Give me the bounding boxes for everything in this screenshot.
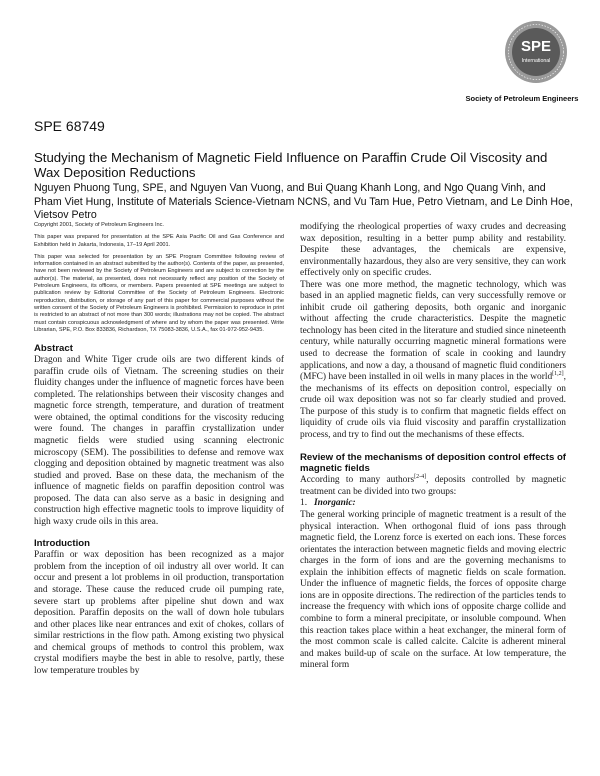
logo-caption: Society of Petroleum Engineers: [465, 94, 579, 103]
authors: Nguyen Phuong Tung, SPE, and Nguyen Van Vuong, and Bui Quang Khanh Long, and Ngo Quang Vinh, and Pham Viet Hung, Institute of Materials Science-Vietnam NCNS, and Vu Tam Hue, Petro Vietnam, and Le Dinh Hoe, Vietsov Petro: [34, 182, 573, 221]
review-notice: This paper was selected for presentation by an SPE Program Committee following review of information contained in an abstract submitted by the author(s). Contents of the paper, as presented, have not been reviewed by the Society of Petroleum Engineers and are subject to correction by the author(s). The material, as presented, does not necessarily reflect any position of the Society of Petroleum Engineers, its officers, or members. Papers presented at SPE meetings are subject to publication review by Editorial Committee of the Society of Petroleum Engineers. Electronic reproduction, distribution, or storage of any part of this paper for commercial purposes without the written consent of the Society of Petroleum Engineers is prohibited. Permission to reproduce in print is restricted to an abstract of not more than 300 words; illustrations may not be copied. The abstract must contain conspicuous acknowledgment of where and by whom the paper was presented. Write Librarian, SPE, P.O. Box 833836, Richardson, TX 75083-3836, U.S.A., fax 01-972-952-9435.: [34, 253, 284, 333]
continuation-paragraph: modifying the rheological properties of waxy crudes and decreasing wax deposition, resulting in a better pump ability and restability. Despite these advantages, the chemicals are expensive, environmentally hazardous, they also are very sensitive, they can work effectively only on specific crudes.: [300, 222, 566, 279]
right-column: [300, 222, 566, 672]
paper-number: SPE 68749: [34, 118, 105, 134]
copyright-notice: Copyright 2001, Society of Petroleum Engineers Inc.: [34, 222, 164, 228]
list-item-inorganic: [300, 498, 566, 510]
presentation-notice: This paper was prepared for presentation at the SPE Asia Pacific Oil and Gas Conference and Exhibition held in Jakarta, Indonesia, 17–19 April 2001.: [34, 234, 284, 248]
abstract-text: Dragon and White Tiger crude oils are two different kinds of paraffin crude oils of Vietnam. The screening studies on their fluidity changes under the influence of magnetic forces have been completed. The relationships between their viscosity changes and magnetic force strength, temperature, and duration of treatment were obtained, the optimal conditions for the viscosity reducing were found. The changes in paraffin crystallization under magnetic fields were studied using scanning electronic microscopy (SEM). The possibilities to defense and remove wax clogging and deposition obtained by magnetic treatment was also studied and proved. Base on these data, the mechanism of the influence of magnetic fields on paraffin deposition control was proposed. The data can also serve as a basic in designing and construction high effective magnetic tools to improve liquidity of high waxy crude oils in this area.: [34, 355, 284, 527]
left-column: [34, 222, 284, 677]
logo-initials: SPE: [520, 38, 552, 55]
spe-logo: [504, 20, 568, 84]
abstract-heading: Abstract: [34, 343, 73, 355]
paragraph-text: According to many authors: [300, 475, 415, 486]
review-intro: [300, 475, 566, 498]
paragraph-text: There was one more method, the magnetic technology, which was based in an applied magnetic fields, can very successfully remove or inhibit crude oil gathering deposits, both organic and inorganic without affecting the crude characteristics. Despite the magnetic technology has been cited in the literature and studied since nineteenth century, while naturally occurring magnetic mineral formations were used to decrease the formation of scale in cooking and laundry applications, and now a day, a thousand of magnetic fluid conditioners (MFC) have been installed in oil wells in many places in the world: [300, 279, 566, 383]
inorganic-paragraph: The general working principle of magnetic treatment is a result of the physical interaction. When orthogonal fluid of ions pass through magnetic field, the Lorenz force is exerted on each ions. These forces orientates the interaction between magnetic fields and moving electric charges in the form of ions and are the governing mechanisms to explain the inhibition effects of magnetic fields on scale formation. Under the influence of magnetic fields, the forces of opposite charge ions are in opposite directions. The redirection of the particles tends to increase the frequency with which ions of opposite charge collide and combine to form a mineral precipitate, or insoluble compound. When this reaction takes place within a heat exchanger, the mineral form of the most common scale is called calcite. Calcite is adherent mineral and makes build-up of scale on the surface. At low temperature, the mineral form: [300, 510, 566, 671]
citation-ref: [2-4]: [414, 474, 427, 481]
logo-ring-text: International: [521, 58, 551, 64]
list-number: 1.: [300, 498, 308, 509]
paragraph-text: , the mechanisms of its effects on deposition control, especially on crude oil wax deposition was not so far clearly studied and proved. The purpose of this study is to confirm that magnetic fields effect on liquidity of crude oils via fluid viscosity and paraffin crystallization process, and try to find out the mechanisms of these effects.: [300, 372, 566, 440]
introduction-heading: Introduction: [34, 538, 90, 550]
spe-logo-icon: [504, 20, 568, 84]
review-heading: Review of the mechanisms of deposition control effects of magnetic fields: [300, 452, 567, 475]
list-label: Inorganic:: [314, 498, 356, 509]
introduction-text: Paraffin or wax deposition has been recognized as a major problem from the inception of oil industry all over world. It can occur and present a lot problems in oil production, transportation and storage. These cause the reduced crude oil pumping rate, severe start up problems after pipeline shut down and wax deposition. Paraffin deposits on the wall of down hole tubulars and other places like near entrances and exit of chokes, collars of similar restrictions in the flow path. Among existing two physical and chemical groups of methods to control this problem, wax crystal modifiers maybe the best in able to resolve, partly, these low temperature troubles by: [34, 550, 284, 676]
paper-title: Studying the Mechanism of Magnetic Field Influence on Paraffin Crude Oil Viscosity and Wax Deposition Reductions: [34, 150, 548, 180]
citation-ref: [1,2]: [552, 370, 564, 377]
paragraph-text: , deposits controlled by magnetic treatment can be divided into two groups:: [300, 475, 566, 497]
magnetic-technology-paragraph: [300, 280, 566, 442]
